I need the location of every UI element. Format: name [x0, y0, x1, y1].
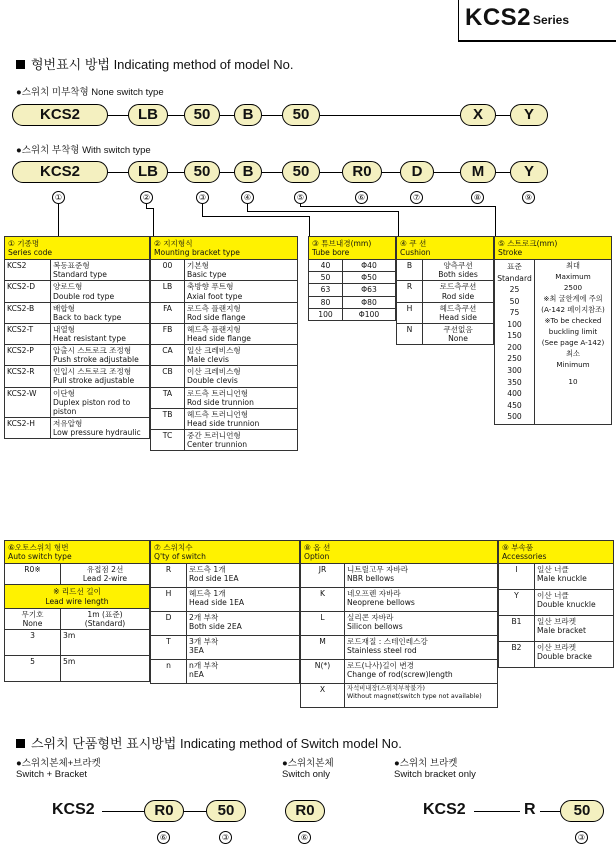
- option-table: ⑧ 옵 션 Option JR 니트릴고무 자바라 NBR bellows K 네오프렌 자바라 Neoprene bellows L 실리콘 자바라 Silicon bellows M 로드재질 : 스테인레스강 Stainless steel rod N(*) 로드(나사)길이 변경 Change of rod(screw)length X 자석비내장(스위치부착불가) Without magnet(switch type not available): [300, 540, 498, 708]
- index-marker: ⑨: [522, 191, 535, 204]
- stroke-table: ⑤ 스트로크(mm) Stroke 표준 Standard 25 50 75 100 150 200 250 300 350 400 450 500 최대 Maximum 2500 ※최 굴한계에 주의 (A-142 페이지참조) ※To be checked buckling limit (See page A-142) 최소 Minimum 10: [494, 236, 612, 425]
- index-marker: ⑥: [157, 831, 170, 844]
- code-part: Y: [510, 104, 548, 126]
- switch-code-part: KCS2: [423, 801, 466, 818]
- index-marker: ⑥: [355, 191, 368, 204]
- index-marker: ③: [196, 191, 209, 204]
- code-part: M: [460, 161, 496, 183]
- switch-code-part: 50: [560, 800, 604, 822]
- switch-code-part: 50: [206, 800, 246, 822]
- section-title-switch: 스위치 단품형번 표시방법 Indicating method of Switch model No.: [16, 733, 402, 752]
- code-part: LB: [128, 104, 168, 126]
- code-part: KCS2: [12, 161, 108, 183]
- noswitch-label: ●스위치 미부착형 None switch type: [16, 87, 164, 98]
- switch-code-part: R: [524, 801, 536, 818]
- code-part: 50: [184, 104, 220, 126]
- withswitch-label: ●스위치 부착형 With switch type: [16, 145, 151, 156]
- tube-bore-table: ③ 튜브내경(mm) Tube bore 40 Φ40 50 Φ50 63 Φ63 80 Φ80 100 Φ100: [308, 236, 396, 321]
- index-marker: ⑤: [294, 191, 307, 204]
- header: [458, 0, 616, 42]
- switch-only-label: ●스위치본체 Switch only: [282, 758, 334, 780]
- switch-code-part: KCS2: [52, 801, 95, 818]
- code-part: 50: [282, 161, 320, 183]
- index-marker: ⑥: [298, 831, 311, 844]
- auto-switch-table: ⑥오토스위치 형번 Auto switch type R0※ 유접점 2선 Lead 2-wire ※ 리드선 길이 Lead wire length 무기호 None 1m (표준) (Standard) 3 3m 5 5m: [4, 540, 150, 682]
- index-marker: ③: [575, 831, 588, 844]
- code-part: B: [234, 161, 262, 183]
- index-marker: ⑧: [471, 191, 484, 204]
- mounting-bracket-table: ② 지지형식 Mounting bracket type 00 기본형 Basic type LB 축방향 푸트형 Axial foot type FA 로드측 플랜지형 Rod side flange FB 헤드측 플랜지형 Head side flange CA 일산 크레비스형 Male clevis CB 이산 크레비스형 Double clevis TA 로드측 트러니언형 Rod side trunnion TB 헤드측 트러니언형 Head side trunnion TC 중간 트러니언형 Center trunnion: [150, 236, 298, 451]
- index-marker: ⑦: [410, 191, 423, 204]
- code-part: X: [460, 104, 496, 126]
- code-part: LB: [128, 161, 168, 183]
- code-part: R0: [342, 161, 382, 183]
- bracket-only-label: ●스위치 브라켓 Switch bracket only: [394, 758, 476, 780]
- cushion-table: ④ 쿠 션 Cushion B 양측쿠션 Both sides R 로드측쿠션 Rod side H 헤드측쿠션 Head side N 쿠션없음 None: [396, 236, 494, 345]
- index-marker: ②: [140, 191, 153, 204]
- switch-code-part: R0: [285, 800, 325, 822]
- code-part: 50: [184, 161, 220, 183]
- header-title: KCS2: [465, 4, 532, 31]
- header-series: Series: [533, 13, 570, 27]
- code-part: 50: [282, 104, 320, 126]
- code-part: B: [234, 104, 262, 126]
- index-marker: ④: [241, 191, 254, 204]
- switch-code-part: R0: [144, 800, 184, 822]
- code-part: KCS2: [12, 104, 108, 126]
- accessories-table: ⑨ 부속품 Accessories I 일산 너클 Male knuckle Y 이산 너클 Double knuckle B1 일산 브라켓 Male bracket B2 이산 브라켓 Double bracke: [498, 540, 614, 668]
- index-marker: ③: [219, 831, 232, 844]
- code-part: D: [400, 161, 434, 183]
- switch-qty-table: ⑦ 스위치수 Q'ty of switch R 로드측 1개 Rod side 1EA H 헤드측 1개 Head side 1EA D 2개 부착 Both side 2EA T 3개 부착 3EA n n개 부착 nEA: [150, 540, 300, 684]
- section-title-model: 형번표시 방법 Indicating method of model No.: [16, 54, 294, 73]
- series-code-table: ① 기종명 Series code KCS2 복동표준형 Standard type KCS2-D 양로드형 Double rod type KCS2-B 배합형 Back to back type KCS2-T 내열형 Heat resistant type KCS2-P 압출시 스트로크 조정형 Push stroke adjustable KCS2-R 인입시 스트로크 조정형 Pull stroke adjustable KCS2-W 이단형 Duplex piston rod to piston KCS2-H 저유압형 Low pressure hydraulic: [4, 236, 150, 439]
- switch-bracket-label: ●스위치본체+브라켓 Switch + Bracket: [16, 758, 101, 780]
- index-marker: ①: [52, 191, 65, 204]
- code-part: Y: [510, 161, 548, 183]
